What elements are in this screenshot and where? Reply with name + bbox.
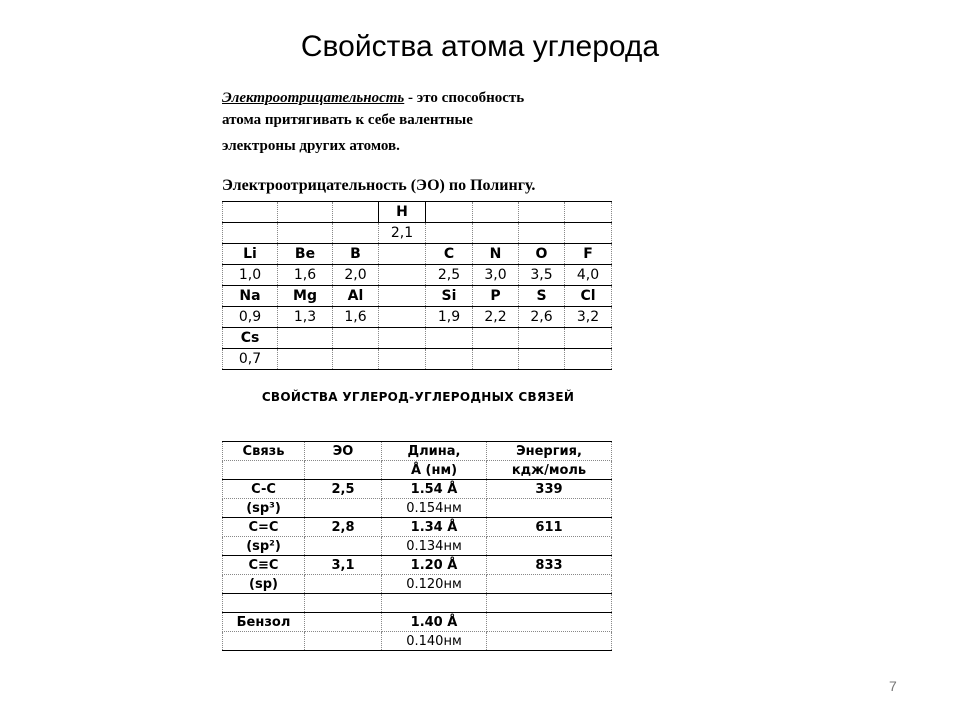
definition-term: Электроотрицательность [222,90,405,106]
table-row: (sp) 0.120нм [223,575,612,594]
table-row: (sp³) 0.154нм [223,499,612,518]
element-h: H [379,202,426,223]
table-row: 0,7 [223,349,612,370]
eo-table-heading: Электроотрицательность (ЭО) по Полингу. [222,177,536,194]
table-row: C=C 2,8 1.34 Å 611 [223,518,612,537]
table-row: 0.140нм [223,632,612,651]
column-header: ЭО [305,442,382,461]
definition-paragraph [222,87,662,157]
table-header-row [223,461,612,480]
definition-text-2: атома притягивать к себе валентные [222,112,473,128]
column-header: Å (нм) [382,461,487,480]
slide-title: Свойства атома углерода [300,30,660,63]
definition-text-3: электроны других атомов. [222,138,400,154]
table-row [223,202,612,223]
table-row: Бензол 1.40 Å [223,613,612,632]
electronegativity-table [222,201,612,370]
bonds-table-heading: СВОЙСТВА УГЛЕРОД-УГЛЕРОДНЫХ СВЯЗЕЙ [261,390,575,404]
page-number: 7 [889,678,897,694]
column-header: кдж/моль [487,461,612,480]
column-header: Длина, [382,442,487,461]
column-header: Связь [223,442,305,461]
table-row: 1,0 1,6 2,0 2,5 3,0 3,5 4,0 [223,265,612,286]
table-row: C-C 2,5 1.54 Å 339 [223,480,612,499]
table-row: Na Mg Al Si P S Cl [223,286,612,307]
column-header: Энергия, [487,442,612,461]
bonds-table [222,441,612,651]
table-header-row [223,442,612,461]
definition-text-1: - это способность [404,90,525,106]
table-row: Cs [223,328,612,349]
table-row [223,594,612,613]
table-row: (sp²) 0.134нм [223,537,612,556]
table-row: Li Be B C N O F [223,244,612,265]
table-row: 0,9 1,3 1,6 1,9 2,2 2,6 3,2 [223,307,612,328]
table-row: 2,1 [223,223,612,244]
table-row: C≡C 3,1 1.20 Å 833 [223,556,612,575]
